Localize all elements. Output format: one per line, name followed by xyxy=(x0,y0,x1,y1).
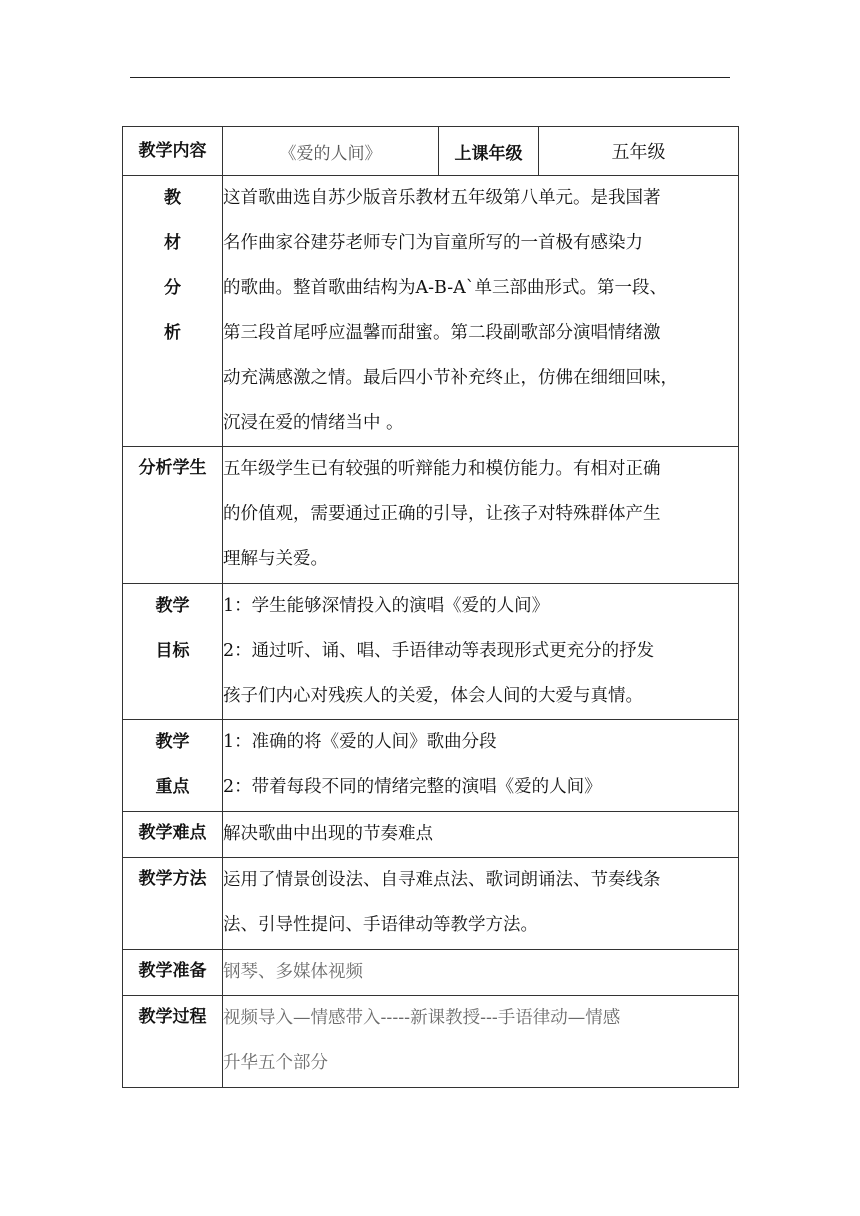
row-preparation xyxy=(123,950,739,996)
label-student-analysis: 分析学生 xyxy=(123,447,223,584)
student-analysis-text: 五年级学生已有较强的听辩能力和模仿能力。有相对正确 的价值观，需要通过正确的引导，让孩子对特殊群体产生 理解与关爱。 xyxy=(223,447,739,584)
process-text: 视频导入—情感带入-----新课教授---手语律动—情感 升华五个部分 xyxy=(223,996,739,1088)
methods-text: 运用了情景创设法、自寻难点法、歌词朗诵法、节奏线条 法、引导性提问、手语律动等教学方法。 xyxy=(223,858,739,950)
song-title: 《爱的人间》 xyxy=(223,127,439,176)
material-analysis-text: 这首歌曲选自苏少版音乐教材五年级第八单元。是我国著 名作曲家谷建芬老师专门为盲童所写的一首极有感染力 的歌曲。整首歌曲结构为A-B-A`单三部曲形式。第一段、 第三段首尾呼应温馨而甜蜜。第二段副歌部分演唱情绪激 动充满感激之情。最后四小节补充终止，仿佛在细细回味， 沉浸在爱的情绪当中 。 xyxy=(223,176,739,447)
difficulties-text: 解决歌曲中出现的节奏难点 xyxy=(223,812,739,858)
label-grade: 上课年级 xyxy=(439,127,539,176)
header-rule xyxy=(130,77,730,78)
label-teaching-goals: 教学 目标 xyxy=(123,584,223,720)
label-teaching-content: 教学内容 xyxy=(123,127,223,176)
preparation-text: 钢琴、多媒体视频 xyxy=(223,950,739,996)
label-key-points: 教学 重点 xyxy=(123,720,223,812)
key-points-text: 1：准确的将《爱的人间》歌曲分段 2：带着每段不同的情绪完整的演唱《爱的人间》 xyxy=(223,720,739,812)
grade-value: 五年级 xyxy=(539,127,739,176)
row-teaching-content xyxy=(123,127,739,176)
row-teaching-goals xyxy=(123,584,739,720)
lesson-plan-table xyxy=(122,126,739,1088)
label-process: 教学过程 xyxy=(123,996,223,1088)
teaching-goals-text: 1：学生能够深情投入的演唱《爱的人间》 2：通过听、诵、唱、手语律动等表现形式更充分的抒发 孩子们内心对残疾人的关爱，体会人间的大爱与真情。 xyxy=(223,584,739,720)
row-difficulties xyxy=(123,812,739,858)
row-material-analysis xyxy=(123,176,739,447)
row-key-points xyxy=(123,720,739,812)
label-difficulties: 教学难点 xyxy=(123,812,223,858)
label-material-analysis: 教 材 分 析 xyxy=(123,176,223,447)
label-methods: 教学方法 xyxy=(123,858,223,950)
row-process xyxy=(123,996,739,1088)
row-methods xyxy=(123,858,739,950)
label-preparation: 教学准备 xyxy=(123,950,223,996)
row-student-analysis xyxy=(123,447,739,584)
